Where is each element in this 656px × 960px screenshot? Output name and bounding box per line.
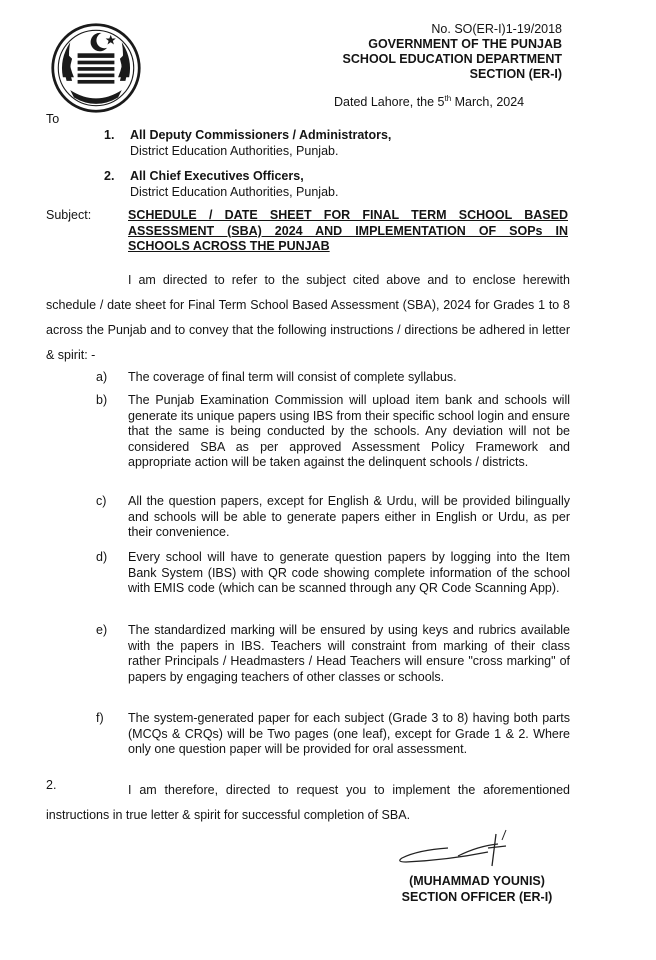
item-label: e) xyxy=(96,623,108,637)
item-text: All the question papers, except for English & Urdu, will be provided bilingually and schools will be able to generate papers either in English or Urdu, as per their convenience. xyxy=(128,494,570,539)
signatory-block xyxy=(372,874,582,905)
intro-paragraph: I am directed to refer to the subject cited above and to enclose herewith schedule / date sheet for Final Term School Based Assessment (SBA), 2024 for Grades 1 to 8 across the Punjab and to convey that the following instructions / directions be adhered in letter & spirit: - xyxy=(46,273,570,362)
signatory-designation: SECTION OFFICER (ER-I) xyxy=(401,889,553,904)
item-text: The coverage of final term will consist of complete syllabus. xyxy=(128,370,457,384)
item-label: f) xyxy=(96,711,104,725)
addressee-title: All Deputy Commissioners / Administrators, xyxy=(130,128,392,142)
header-section: SECTION (ER-I) xyxy=(469,67,562,81)
reference-number: No. SO(ER-I)1-19/2018 xyxy=(431,22,562,36)
subject-text: SCHEDULE / DATE SHEET FOR FINAL TERM SCHOOL BASED ASSESSMENT (SBA) 2024 AND IMPLEMENTATION OF SOPs IN SCHOOLS ACROSS THE PUNJAB xyxy=(128,208,568,253)
item-label: d) xyxy=(96,550,108,564)
item-label: c) xyxy=(96,494,107,508)
addressee-number: 2. xyxy=(104,169,115,183)
punjab-government-emblem xyxy=(50,22,142,114)
item-label: a) xyxy=(96,370,108,384)
header-government: GOVERNMENT OF THE PUNJAB xyxy=(368,37,562,51)
item-label: b) xyxy=(96,393,108,407)
addressee-title: All Chief Executives Officers, xyxy=(130,169,304,183)
to-label: To xyxy=(46,112,60,126)
item-text: The Punjab Examination Commission will upload item bank and schools will generate its unique papers using IBS from their specific school login and ensure that the same is being conducted by the schools. Any deviation will not be considered SBA as per approved Assessment Policy Framework and appropriate action will be taken against the delinquent schools / districts. xyxy=(128,393,570,469)
addressee-subtitle: District Education Authorities, Punjab. xyxy=(130,185,339,199)
item-text: Every school will have to generate question papers by logging into the Item Bank System (IBS) with QR code showing complete information of the school with EMIS code (which can be scanned through any QR Code Scanning App). xyxy=(128,550,570,595)
item-text: The system-generated paper for each subject (Grade 3 to 8) having both parts (MCQs & CRQs) will be Two pages (one leaf), except for Grade 1 & 2. Where only one question paper will be provided for oral assessment. xyxy=(128,711,570,756)
signatory-name: (MUHAMMAD YOUNIS) xyxy=(409,874,545,888)
date-line: Dated Lahore, the 5th March, 2024 xyxy=(334,94,525,110)
addressee-subtitle: District Education Authorities, Punjab. xyxy=(130,144,339,158)
addressee-number: 1. xyxy=(104,128,115,142)
header-department: SCHOOL EDUCATION DEPARTMENT xyxy=(342,52,562,66)
paragraph-2-number: 2. xyxy=(46,778,57,792)
handwritten-signature xyxy=(388,826,528,876)
item-text: The standardized marking will be ensured by using keys and rubrics available with the papers in IBS. Teachers will constraint from marking of their class rather Principals / Headmasters / Head Teachers will ensure "cross marking" of papers by engaging teachers of other classes or schools. xyxy=(128,623,570,684)
subject-label: Subject: xyxy=(46,208,92,222)
closing-paragraph: I am therefore, directed to request you to implement the aforementioned instructions in true letter & spirit for successful completion of SBA. xyxy=(46,783,570,822)
